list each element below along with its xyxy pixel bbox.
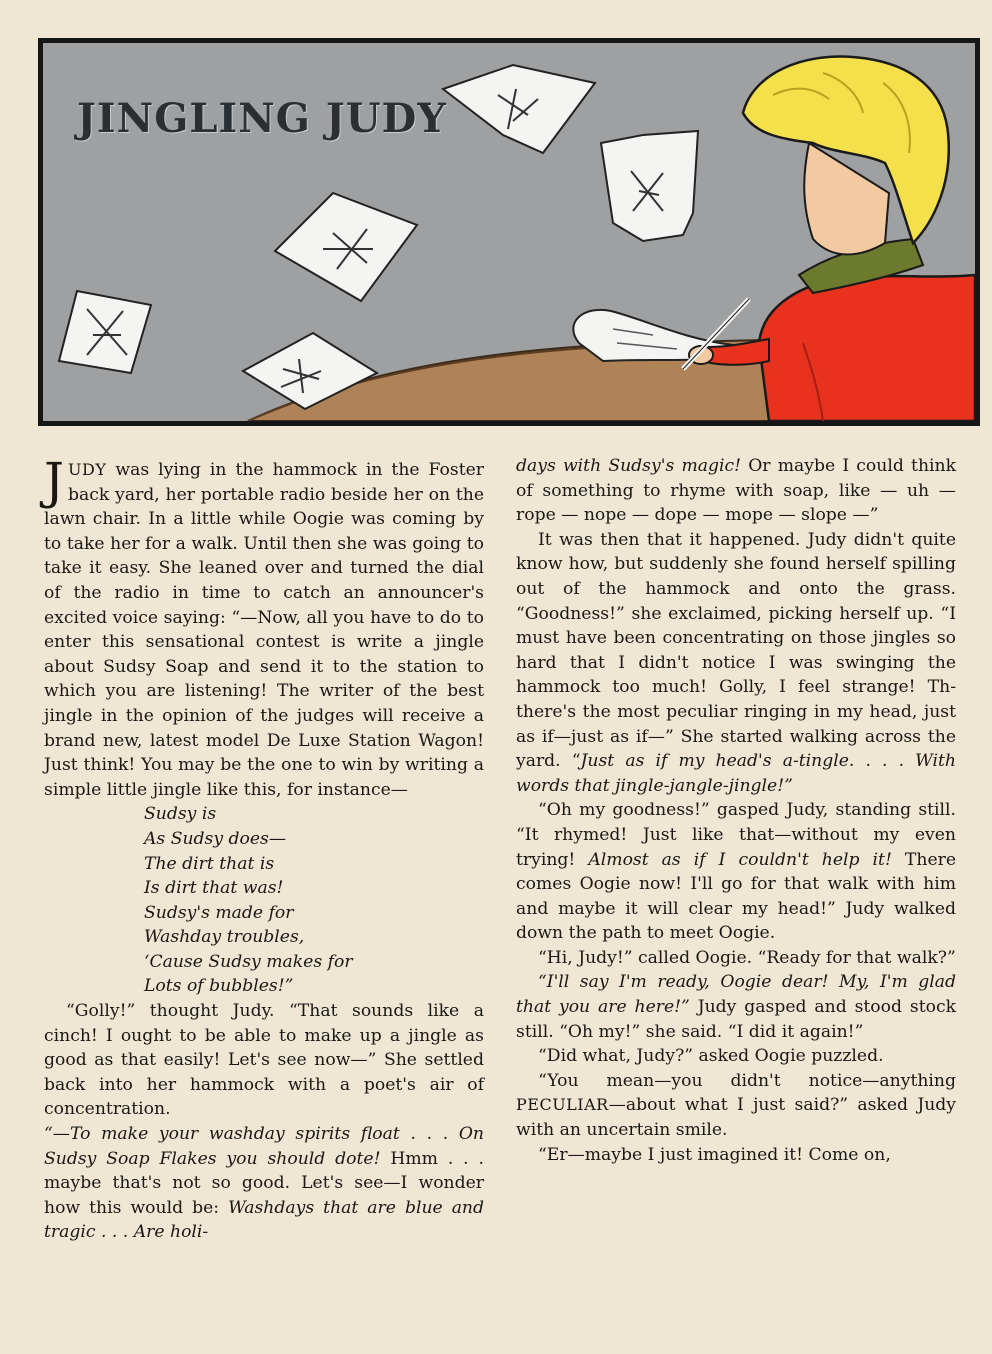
paragraph-1	[44, 452, 484, 802]
paragraph-r3-text2: There comes Oogie now! I'll go for that walk with him and maybe it will clear my head!” Judy walked down the path to meet Oogie.	[516, 849, 957, 944]
poem-line: Sudsy's made for	[144, 902, 294, 923]
paragraph-r5-text: Judy gasped and stood stock still. “Oh my!” she said. “I did it again!”	[516, 997, 956, 1042]
paragraph-r2-italic: Just as if my head's a-tingle. . . . With words that jingle-jangle-jingle!”	[516, 751, 956, 796]
poem-line: Washday troubles,	[144, 927, 305, 948]
crumpled-paper-2	[601, 131, 698, 241]
poem-line: Lots of bubbles!”	[144, 976, 294, 997]
paragraph-r1-text: Or maybe I could think of something to rhyme with soap, like — uh — rope — nope — dope — mope — slope —”	[516, 456, 956, 526]
poem-line: ‘Cause Sudsy makes for	[144, 951, 353, 972]
jingle-attempt-2: Washdays that are blue and tragic . . . Are holi-	[44, 1197, 485, 1243]
paragraph-r7-text2: —about what I just said?” asked Judy with an uncertain smile.	[516, 1095, 956, 1141]
sudsy-jingle-poem	[144, 802, 484, 999]
paragraph-r4: “Hi, Judy!” called Oogie. “Ready for that walk?”	[538, 947, 956, 968]
peculiar-caps: PECULIAR	[516, 1095, 609, 1115]
jingle-attempt-1: “—To make your washday spirits float . . . On Sudsy Soap Flakes you should dote!	[44, 1124, 484, 1169]
poem-line: Is dirt that was!	[144, 878, 284, 899]
paragraph-r3-italic: Almost as if I couldn't help it!	[588, 849, 892, 870]
paragraph-3-text: Hmm . . . maybe that's not so good. Let's see—I wonder how this would be:	[44, 1148, 484, 1218]
paragraph-1-text: was lying in the hammock in the Foster back yard, her portable radio beside her on the lawn chair. In a little while Oogie was coming by to take her for a walk. Until then she was going to take it easy. She leaned over and turned the dial of the radio in time to catch an announcer's excited voice saying: “—Now, all you have to do to enter this sensational contest is write a jingle about Sudsy Soap and send it to the station to which you are listening! The writer of the best jingle in the opinion of the judges will receive a brand new, latest model De Luxe Station Wagon! Just think! You may be the one to win by writing a simple little jingle like this, for instance—	[44, 460, 484, 800]
paragraph-2: “Golly!” thought Judy. “That sounds like a cinch! I ought to be able to make up a jingle as good as that easily! Let's see now—” She settled back into her hammock with a poet's air of concentration.	[44, 1001, 484, 1120]
story-title: JINGLING JUDY	[77, 95, 447, 142]
jingle-attempt-2-end: days with Sudsy's magic!	[516, 456, 742, 476]
paragraph-3	[44, 1122, 484, 1245]
paragraph-r2-text: It was then that it happened. Judy didn't quite know how, but suddenly she found herself spilling out of the hammock and onto the grass. “Goodness!” she exclaimed, picking herself up. “I must have been concentrating on those jingles so hard that I didn't notice I was swinging the hammock too much! Golly, I feel strange! Th-there's the most peculiar ringing in my head, just as if—just as if—” She started walking across the yard. “	[516, 529, 956, 772]
right-text-column	[516, 454, 956, 1167]
illustration-panel	[38, 38, 980, 426]
paragraph-r3-text: “Oh my goodness!” gasped Judy, standing still. “It rhymed! Just like that—without my even trying!	[516, 800, 956, 870]
poem-line: The dirt that is	[144, 853, 275, 874]
paragraph-r6: “Did what, Judy?” asked Oogie puzzled.	[538, 1046, 884, 1067]
paragraph-r3	[516, 798, 956, 946]
paragraph-r8: “Er—maybe I just imagined it! Come on,	[538, 1144, 891, 1165]
paragraph-r7	[516, 1069, 956, 1143]
drop-cap: J	[44, 452, 65, 510]
poem-line: As Sudsy does—	[144, 828, 287, 849]
paragraph-r7-text1: “You mean—you didn't notice—anything	[538, 1070, 956, 1091]
paragraph-r5	[516, 970, 956, 1044]
poem-line: Sudsy is	[144, 804, 217, 825]
left-text-column	[44, 452, 485, 1245]
paragraph-r5-italic: “I'll say I'm ready, Oogie dear! My, I'm glad that you are here!”	[516, 972, 956, 1018]
paragraph-r2	[516, 528, 956, 799]
paragraph-1-lead: UDY	[68, 460, 107, 479]
paragraph-r1	[516, 454, 956, 528]
